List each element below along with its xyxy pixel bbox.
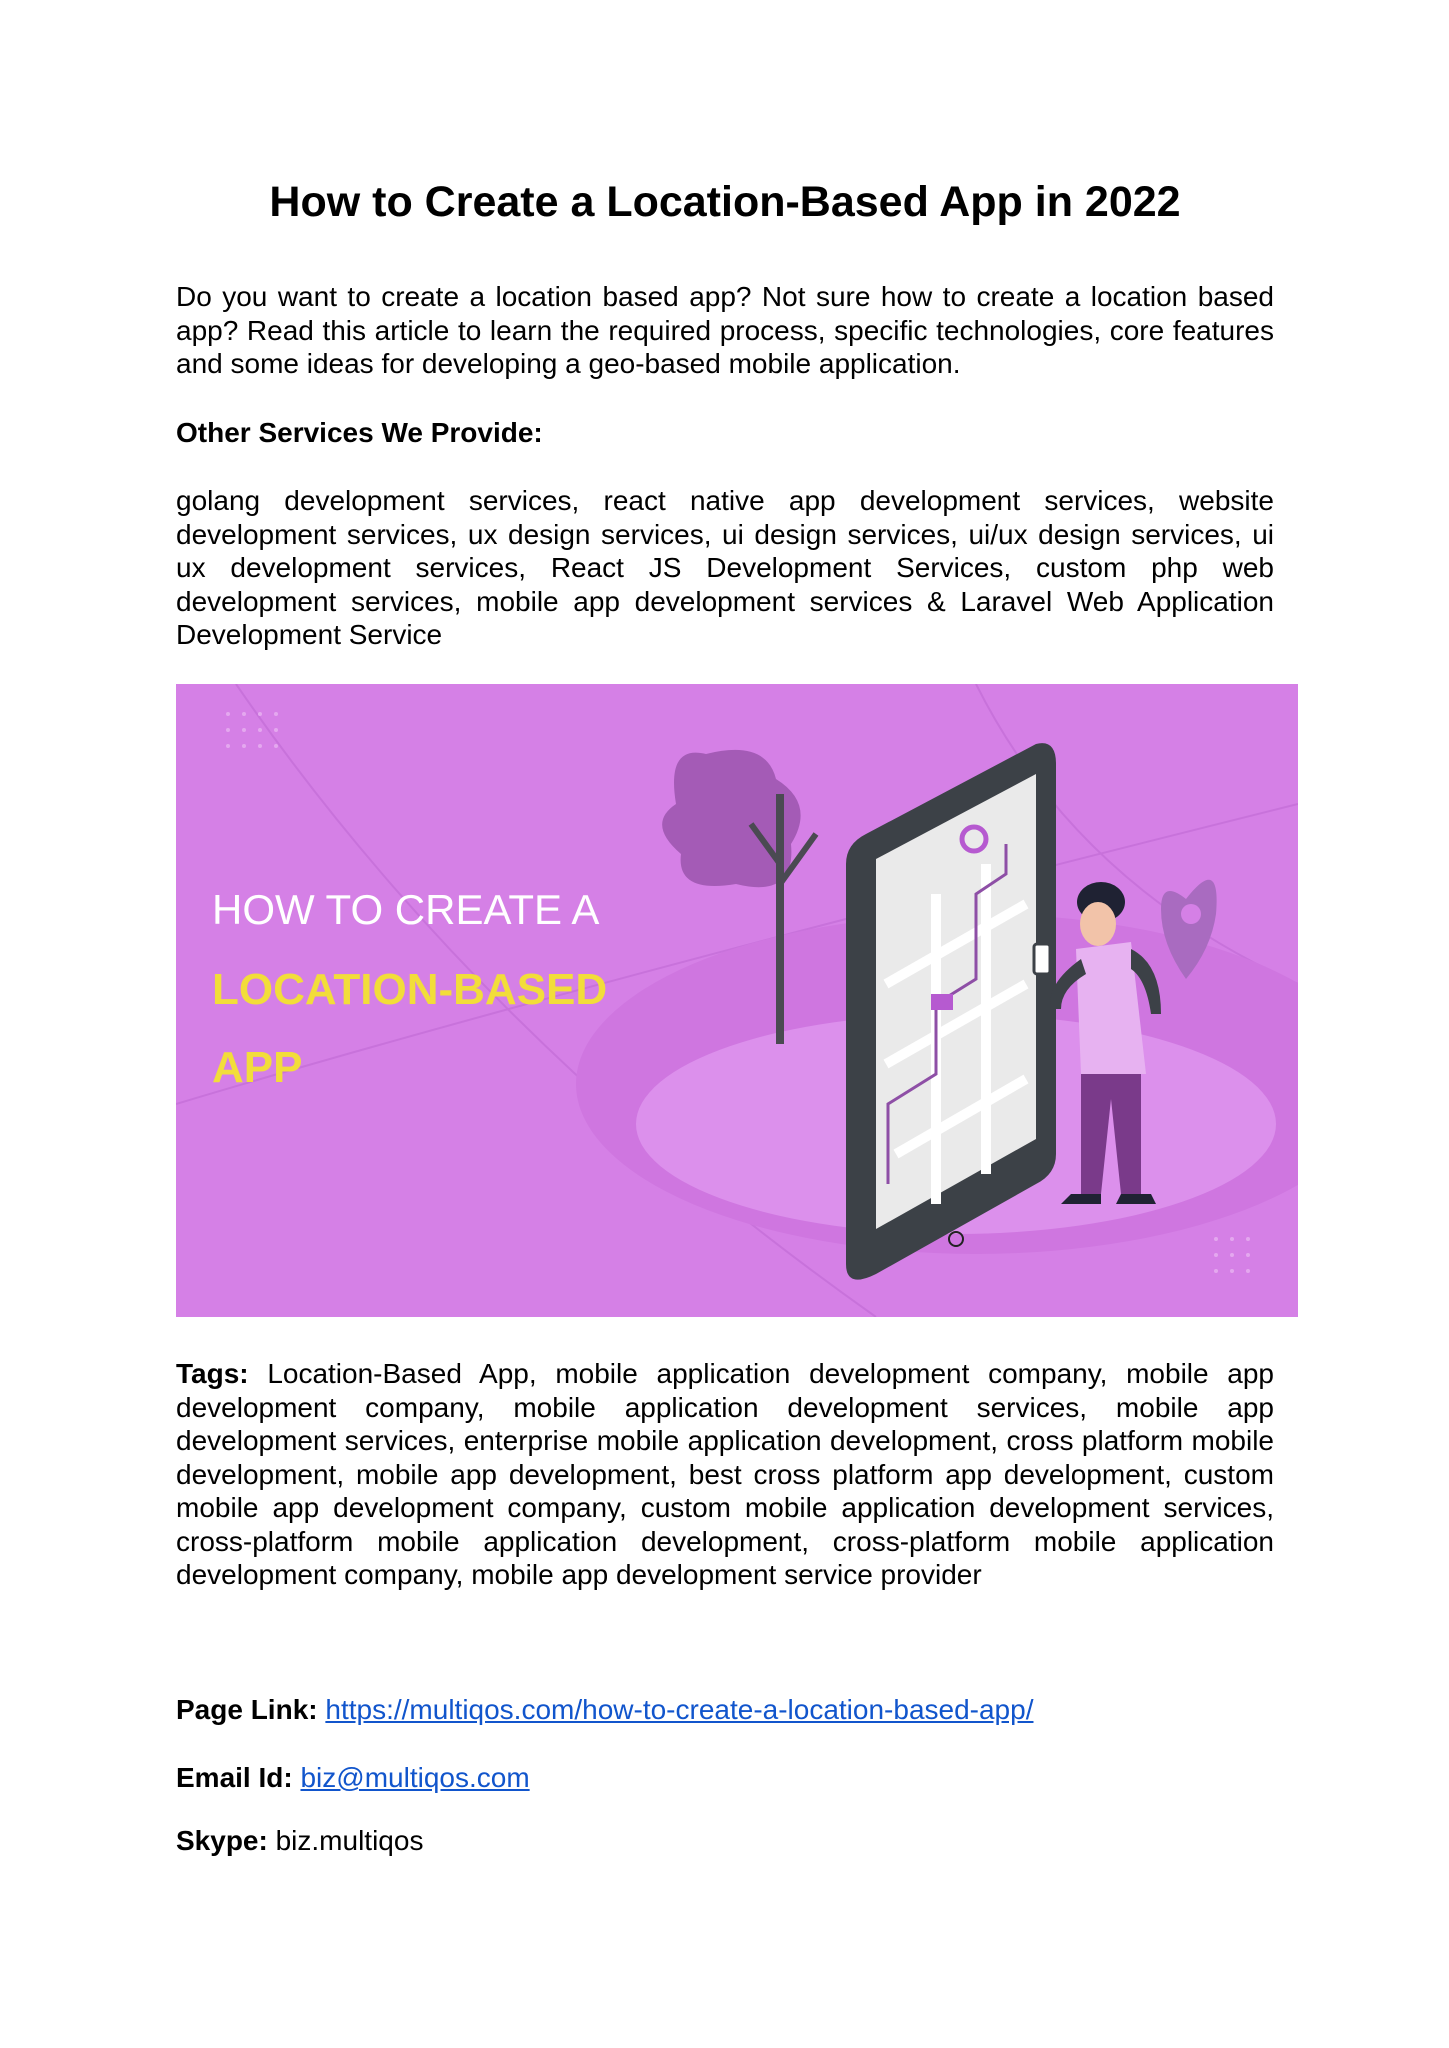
tags-paragraph <box>176 1357 1274 1592</box>
hero-line3: APP <box>212 1043 303 1092</box>
intro-paragraph: Do you want to create a location based app? Not sure how to create a location based app? Read this article to learn the required process, specific technologies, core features and some ideas for developing a geo-based mobile application. <box>176 281 1274 379</box>
email-row <box>176 1761 530 1795</box>
page-title: How to Create a Location-Based App in 2022 <box>269 178 1181 226</box>
hero-banner <box>176 684 1298 1317</box>
tags-label: Tags: <box>176 1358 249 1389</box>
page-link-url[interactable]: https://multiqos.com/how-to-create-a-location-based-app/ <box>325 1694 1034 1725</box>
email-link[interactable]: biz@multiqos.com <box>300 1762 530 1793</box>
hero-line1: HOW TO CREATE A <box>212 886 600 933</box>
services-paragraph: golang development services, react native app development services, website development services, ux design services, ui design services, ui/ux design services, ui ux development services, React JS Development Services, custom php web development services, mobile app development services & Laravel Web Application Development Service <box>176 485 1274 650</box>
page-link-label: Page Link: <box>176 1694 318 1725</box>
email-label: Email Id: <box>176 1762 293 1793</box>
page-link-row <box>176 1693 1033 1727</box>
skype-value: biz.multiqos <box>275 1825 424 1856</box>
tags-text: Location-Based App, mobile application development company, mobile app development company, mobile application development services, mobile app development services, enterprise mobile application development, cross platform mobile development, mobile app development, best cross platform app development, custom mobile app development company, custom mobile application development services, cross-platform mobile application development, cross-platform mobile application development company, mobile app development service provider <box>176 1358 1274 1590</box>
skype-label: Skype: <box>176 1825 268 1856</box>
skype-row <box>176 1824 423 1858</box>
services-heading: Other Services We Provide: <box>176 417 543 448</box>
hero-line2: LOCATION-BASED <box>212 965 608 1014</box>
